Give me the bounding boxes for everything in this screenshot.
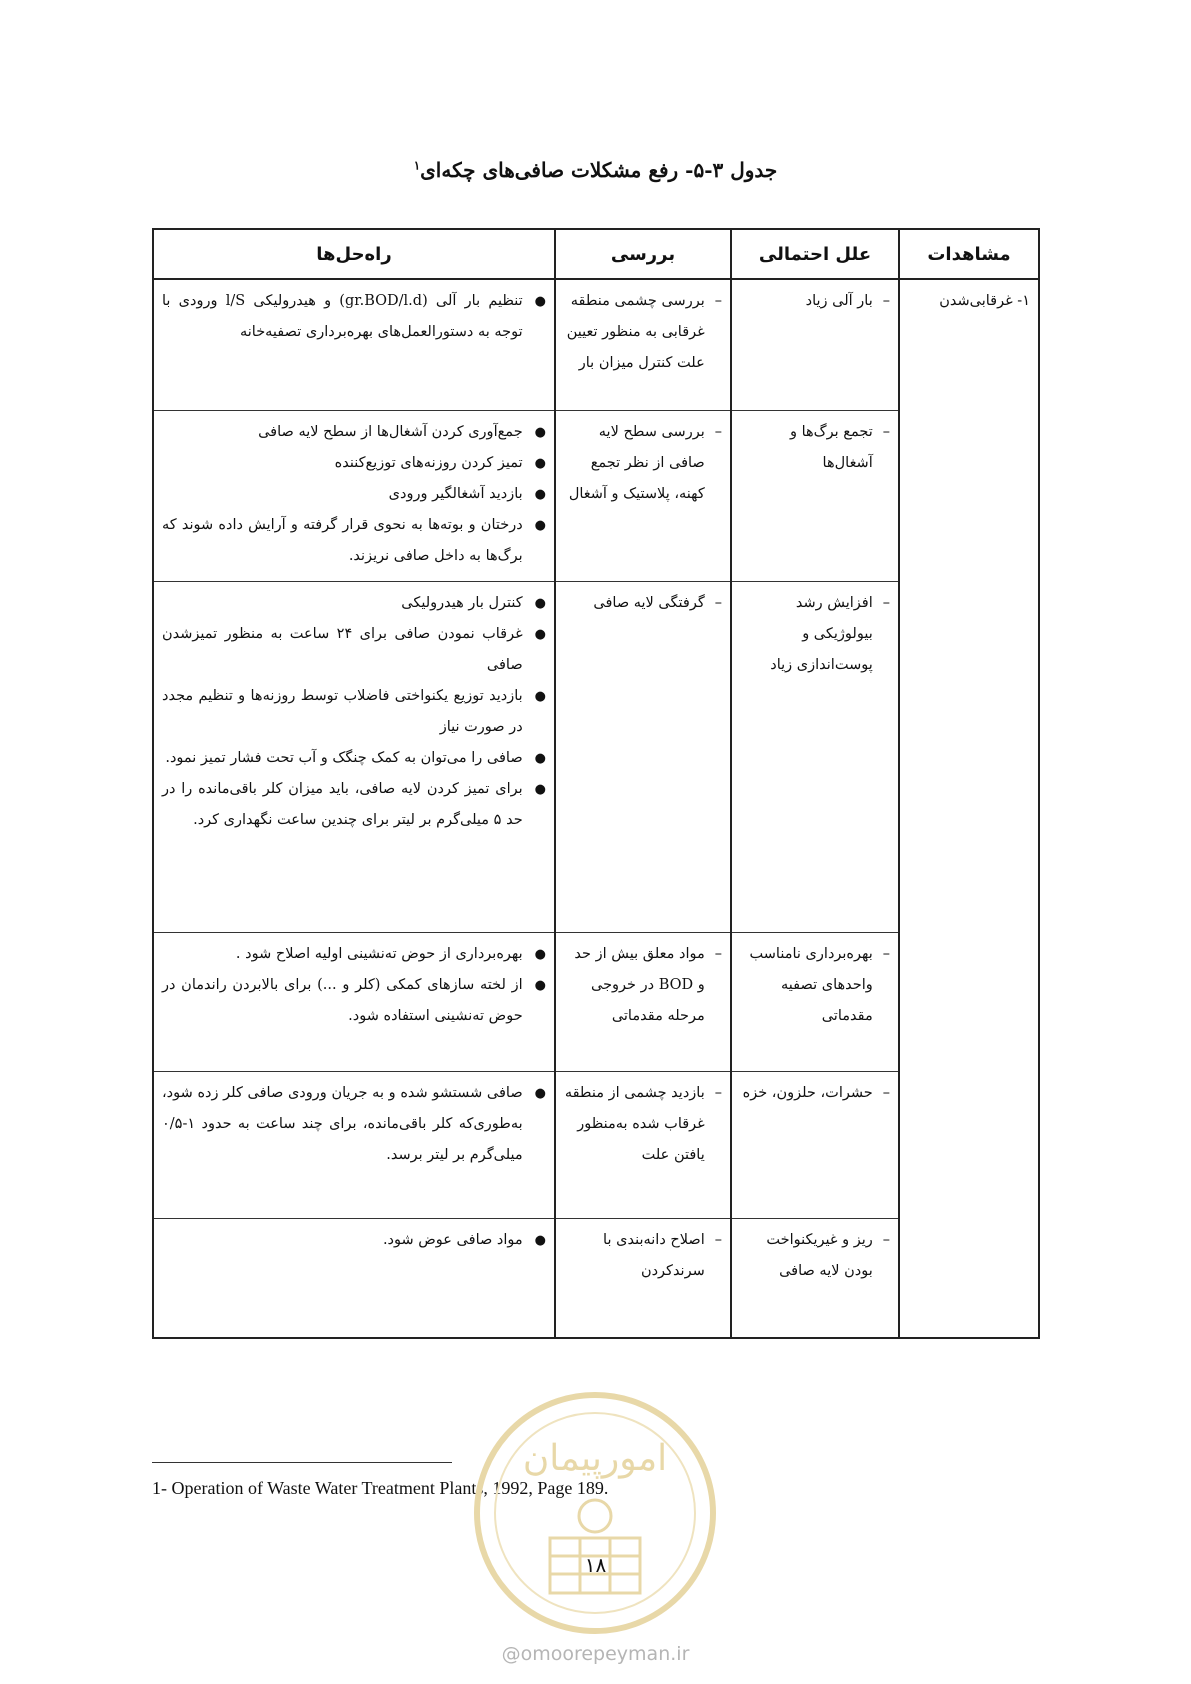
cause-text: بار آلی زیاد xyxy=(805,293,873,309)
list-item: ● صافی را می‌توان به کمک چنگک و آب تحت فشار تمیز نمود. xyxy=(165,750,546,766)
check-cell: – بازدید چشمی از منطقه غرقاب شده به‌منظور یافتن علت xyxy=(555,1072,731,1219)
watermark-site: @omoorepeyman.ir xyxy=(501,1643,690,1665)
footnote: 1- Operation of Waste Water Treatment Plants, 1992, Page 189. xyxy=(152,1478,609,1498)
header-causes: علل احتمالی xyxy=(731,229,899,279)
list-item: ● تمیز کردن روزنه‌های توزیع‌کننده xyxy=(334,455,546,471)
check-text: بررسی سطح لایه صافی از نظر تجمع کهنه، پلاستیک و آشغال xyxy=(568,424,705,502)
cause-cell: – تجمع برگ‌ها و آشغال‌ها xyxy=(731,411,899,582)
cause-text: افزایش رشد بیولوژیکی و پوست‌اندازی زیاد xyxy=(770,595,873,673)
check-cell: – مواد معلق بیش از حد و BOD در خروجی مرحله مقدماتی xyxy=(555,933,731,1072)
cause-cell: – بار آلی زیاد xyxy=(731,279,899,411)
cause-cell: – حشرات، حلزون، خزه xyxy=(731,1072,899,1219)
cause-cell: – افزایش رشد بیولوژیکی و پوست‌اندازی زیاد xyxy=(731,582,899,933)
list-item: ● بازدید آشغالگیر ورودی xyxy=(388,486,546,502)
check-text: اصلاح دانه‌بندی با سرندکردن xyxy=(603,1232,705,1279)
list-item: ● درختان و بوته‌ها به نحوی قرار گرفته و آرایش داده شوند که برگ‌ها به داخل صافی نریزند. xyxy=(162,517,546,564)
check-text: بررسی چشمی منطقه غرقابی به منظور تعیین علت کنترل میزان بار xyxy=(566,293,705,371)
solutions-cell xyxy=(153,279,555,411)
table-title: جدول ۳-۵- رفع مشکلات صافی‌های چکه‌ای$^۱$ xyxy=(413,158,778,182)
list-item: ● مواد صافی عوض شود. xyxy=(382,1232,546,1248)
footnote-divider xyxy=(152,1462,452,1463)
list-item: ● جمع‌آوری کردن آشغال‌ها از سطح لایه صافی xyxy=(258,424,546,440)
table-header-row xyxy=(153,229,1039,279)
cause-cell: – بهره‌برداری نامناسب واحدهای تصفیه مقدماتی xyxy=(731,933,899,1072)
check-text: گرفتگی لایه صافی xyxy=(593,595,705,611)
cause-text: بهره‌برداری نامناسب واحدهای تصفیه مقدماتی xyxy=(749,946,873,1024)
list-item: ● از لخته سازهای کمکی (کلر و ...) برای بالابردن راندمان در حوض ته‌نشینی استفاده شود. xyxy=(162,977,546,1024)
page-number: ۱۸ xyxy=(584,1553,607,1577)
list-item: ● برای تمیز کردن لایه صافی، باید میزان کلر باقی‌مانده را در حد ۵ میلی‌گرم بر لیتر برای چندین ساعت نگهداری کرد. xyxy=(162,781,546,828)
solutions-cell xyxy=(153,933,555,1072)
solutions-cell xyxy=(153,411,555,582)
cause-text: ریز و غیریکنواخت بودن لایه صافی xyxy=(766,1232,873,1279)
list-item: ● بازدید توزیع یکنواختی فاضلاب توسط روزنه‌ها و تنظیم مجدد در صورت نیاز xyxy=(162,688,546,735)
svg-text:امورپیمان: امورپیمان xyxy=(522,1438,668,1479)
header-observations: مشاهدات xyxy=(899,229,1039,279)
table-row xyxy=(153,279,1039,411)
solutions-cell xyxy=(153,1219,555,1339)
check-cell: – گرفتگی لایه صافی xyxy=(555,582,731,933)
check-cell: – بررسی سطح لایه صافی از نظر تجمع کهنه، پلاستیک و آشغال xyxy=(555,411,731,582)
troubleshooting-table xyxy=(152,228,1040,1339)
list-item: ● بهره‌برداری از حوض ته‌نشینی اولیه اصلاح شود . xyxy=(235,946,546,962)
header-checks: بررسی xyxy=(555,229,731,279)
seal-watermark-icon xyxy=(470,1388,720,1638)
solutions-cell xyxy=(153,582,555,933)
observation-cell: ۱- غرقابی‌شدن xyxy=(899,279,1039,1338)
check-text: مواد معلق بیش از حد و BOD در خروجی مرحله مقدماتی xyxy=(574,946,705,1024)
header-solutions: راه‌حل‌ها xyxy=(153,229,555,279)
list-item: ● تنظیم بار آلی (gr.BOD/l.d) و هیدرولیکی l/S ورودی با توجه به دستورالعمل‌های بهره‌برداری تصفیه‌خانه xyxy=(162,293,546,340)
cause-text: حشرات، حلزون، خزه xyxy=(742,1085,873,1101)
check-cell: – بررسی چشمی منطقه غرقابی به منظور تعیین علت کنترل میزان بار xyxy=(555,279,731,411)
list-item: ● صافی شستشو شده و به جریان ورودی صافی کلر زده شود، به‌طوری‌که کلر باقی‌مانده، برای چند ساعت به حدود ۱-۰/۵ میلی‌گرم بر لیتر برسد. xyxy=(162,1085,546,1163)
list-item: ● غرقاب نمودن صافی برای ۲۴ ساعت به منظور تمیزشدن صافی xyxy=(162,626,546,673)
cause-text: تجمع برگ‌ها و آشغال‌ها xyxy=(789,424,873,471)
list-item: ● کنترل بار هیدرولیکی xyxy=(401,595,546,611)
cause-cell: – ریز و غیریکنواخت بودن لایه صافی xyxy=(731,1219,899,1339)
solutions-cell xyxy=(153,1072,555,1219)
check-cell: – اصلاح دانه‌بندی با سرندکردن xyxy=(555,1219,731,1339)
check-text: بازدید چشمی از منطقه غرقاب شده به‌منظور یافتن علت xyxy=(564,1085,705,1163)
